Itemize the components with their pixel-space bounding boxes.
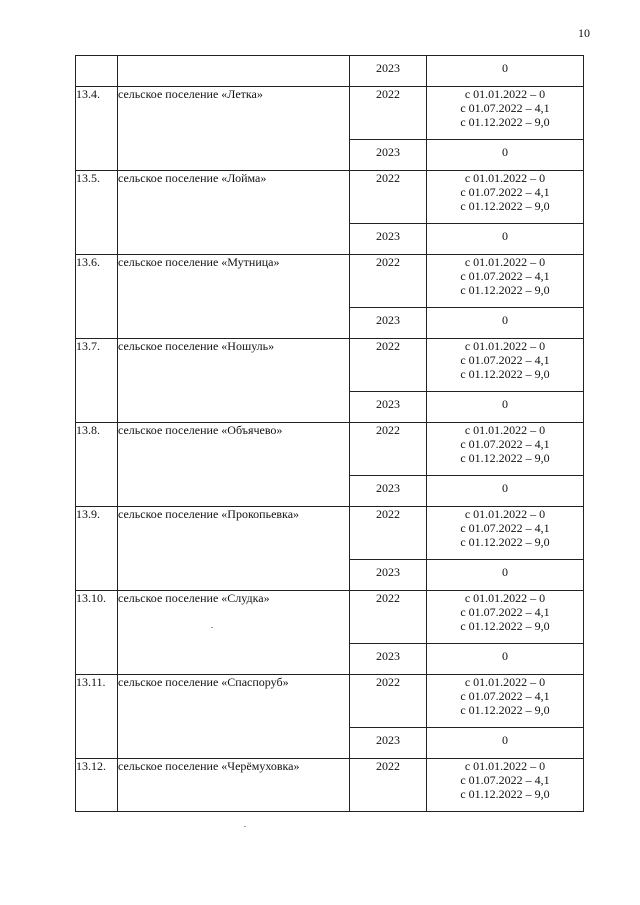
value-line: с 01.12.2022 – 9,0 — [460, 367, 550, 381]
year-cell: 2023 — [350, 560, 427, 591]
value-line: с 01.07.2022 – 4,1 — [460, 521, 550, 535]
settlement-name: сельское поселение «Прокопьевка» — [118, 507, 350, 591]
table-row — [76, 171, 584, 224]
value-line: с 01.07.2022 – 4,1 — [460, 269, 550, 283]
year-cell: 2022 — [350, 339, 427, 392]
value-line: с 01.07.2022 – 4,1 — [460, 773, 550, 787]
value-cell — [427, 591, 584, 644]
value-cell: 0 — [427, 308, 584, 339]
value-line: с 01.12.2022 – 9,0 — [460, 619, 550, 633]
value-line: с 01.01.2022 – 0 — [464, 507, 546, 521]
year-cell: 2022 — [350, 423, 427, 476]
value-line: с 01.07.2022 – 4,1 — [460, 605, 550, 619]
value-line: с 01.01.2022 – 0 — [464, 675, 546, 689]
value-cell: 0 — [427, 392, 584, 423]
year-cell: 2023 — [350, 56, 427, 87]
settlement-name: сельское поселение «Черёмуховка» — [118, 759, 350, 812]
row-number-cell — [76, 56, 118, 87]
value-line: с 01.01.2022 – 0 — [464, 423, 546, 437]
value-cell — [427, 87, 584, 140]
value-line: с 01.07.2022 – 4,1 — [460, 101, 550, 115]
year-cell: 2023 — [350, 392, 427, 423]
value-cell: 0 — [427, 560, 584, 591]
value-line: с 01.12.2022 – 9,0 — [460, 787, 550, 801]
year-cell: 2022 — [350, 675, 427, 728]
settlement-name: сельское поселение «Спаспоруб» — [118, 675, 350, 759]
value-line: с 01.07.2022 – 4,1 — [460, 353, 550, 367]
settlement-name: сельское поселение «Лойма» — [118, 171, 350, 255]
value-cell — [427, 171, 584, 224]
value-cell: 0 — [427, 476, 584, 507]
row-number: 13.9. — [76, 507, 118, 591]
value-cell — [427, 423, 584, 476]
settlement-name: сельское поселение «Летка» — [118, 87, 350, 171]
tariff-table-body — [76, 56, 584, 812]
value-cell — [427, 759, 584, 812]
value-cell: 0 — [427, 728, 584, 759]
table-row-continuation — [76, 56, 584, 87]
value-line: с 01.01.2022 – 0 — [464, 87, 546, 101]
settlement-name: сельское поселение «Мутница» — [118, 255, 350, 339]
row-number: 13.4. — [76, 87, 118, 171]
value-line: с 01.12.2022 – 9,0 — [460, 283, 550, 297]
scan-speck — [244, 826, 246, 827]
value-cell: 0 — [427, 644, 584, 675]
tariff-table — [75, 55, 584, 812]
value-line: с 01.12.2022 – 9,0 — [460, 535, 550, 549]
table-row — [76, 759, 584, 812]
value-line: с 01.12.2022 – 9,0 — [460, 451, 550, 465]
value-cell: 0 — [427, 224, 584, 255]
year-cell: 2023 — [350, 476, 427, 507]
row-number: 13.8. — [76, 423, 118, 507]
year-cell: 2022 — [350, 87, 427, 140]
value-line: с 01.07.2022 – 4,1 — [460, 437, 550, 451]
row-number: 13.10. — [76, 591, 118, 675]
row-number: 13.5. — [76, 171, 118, 255]
table-row — [76, 423, 584, 476]
value-line: с 01.01.2022 – 0 — [464, 339, 546, 353]
row-number: 13.11. — [76, 675, 118, 759]
settlement-name: сельское поселение «Объячево» — [118, 423, 350, 507]
value-cell — [427, 675, 584, 728]
row-number: 13.6. — [76, 255, 118, 339]
year-cell: 2023 — [350, 224, 427, 255]
value-line: с 01.01.2022 – 0 — [464, 171, 546, 185]
value-line: с 01.01.2022 – 0 — [464, 255, 546, 269]
value-line: с 01.12.2022 – 9,0 — [460, 115, 550, 129]
table-row — [76, 591, 584, 644]
year-cell: 2023 — [350, 644, 427, 675]
page-number: 10 — [578, 26, 590, 40]
settlement-name: сельское поселение «Слудка» — [118, 591, 350, 675]
row-number: 13.7. — [76, 339, 118, 423]
year-cell: 2023 — [350, 728, 427, 759]
row-number: 13.12. — [76, 759, 118, 812]
row-name-cell — [118, 56, 350, 87]
value-cell — [427, 339, 584, 392]
table-row — [76, 507, 584, 560]
scan-speck — [211, 627, 213, 628]
value-line: с 01.12.2022 – 9,0 — [460, 703, 550, 717]
year-cell: 2022 — [350, 759, 427, 812]
value-cell — [427, 255, 584, 308]
table-row — [76, 675, 584, 728]
table-row — [76, 87, 584, 140]
year-cell: 2023 — [350, 140, 427, 171]
year-cell: 2022 — [350, 255, 427, 308]
year-cell: 2022 — [350, 507, 427, 560]
table-row — [76, 255, 584, 308]
value-line: с 01.07.2022 – 4,1 — [460, 689, 550, 703]
value-line: с 01.12.2022 – 9,0 — [460, 199, 550, 213]
value-cell — [427, 507, 584, 560]
value-cell: 0 — [427, 56, 584, 87]
year-cell: 2023 — [350, 308, 427, 339]
value-line: с 01.07.2022 – 4,1 — [460, 185, 550, 199]
settlement-name: сельское поселение «Ношуль» — [118, 339, 350, 423]
year-cell: 2022 — [350, 591, 427, 644]
value-cell: 0 — [427, 140, 584, 171]
table-row — [76, 339, 584, 392]
year-cell: 2022 — [350, 171, 427, 224]
value-line: с 01.01.2022 – 0 — [464, 759, 546, 773]
value-line: с 01.01.2022 – 0 — [464, 591, 546, 605]
